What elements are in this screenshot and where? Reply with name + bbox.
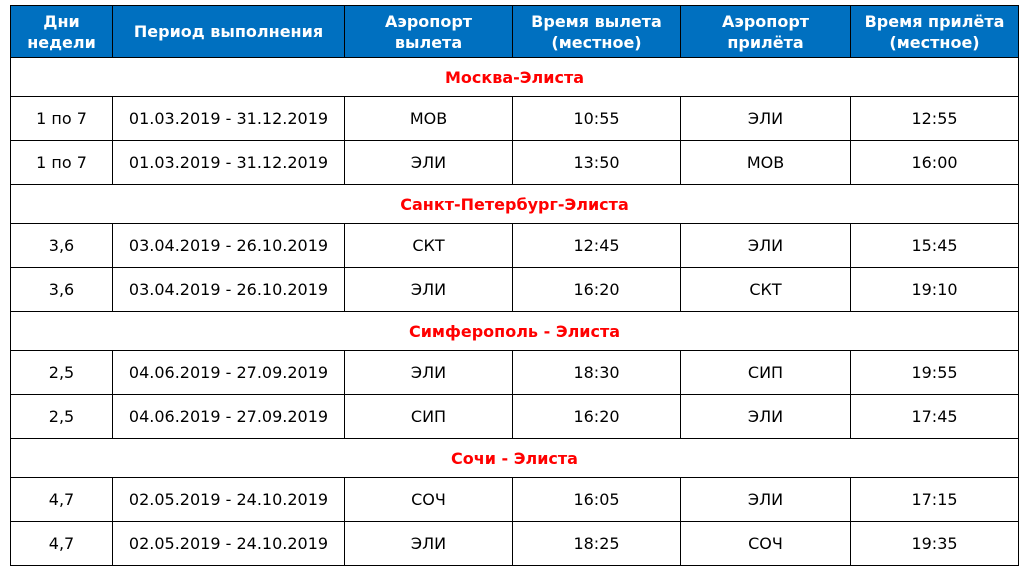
cell-departure-airport: ЭЛИ bbox=[345, 141, 513, 185]
cell-arrival-airport: СИП bbox=[681, 351, 851, 395]
cell-departure-airport: ЭЛИ bbox=[345, 268, 513, 312]
route-title: Москва-Элиста bbox=[11, 58, 1019, 97]
cell-period: 02.05.2019 - 24.10.2019 bbox=[113, 522, 345, 566]
table-row bbox=[11, 351, 1019, 395]
header-departure-airport: Аэропорт вылета bbox=[345, 6, 513, 58]
cell-days: 1 по 7 bbox=[11, 97, 113, 141]
table-row bbox=[11, 478, 1019, 522]
cell-arrival-airport: ЭЛИ bbox=[681, 224, 851, 268]
cell-arrival-airport: МОВ bbox=[681, 141, 851, 185]
cell-departure-time: 10:55 bbox=[513, 97, 681, 141]
cell-period: 02.05.2019 - 24.10.2019 bbox=[113, 478, 345, 522]
cell-period: 04.06.2019 - 27.09.2019 bbox=[113, 395, 345, 439]
cell-departure-airport: МОВ bbox=[345, 97, 513, 141]
cell-arrival-time: 16:00 bbox=[851, 141, 1019, 185]
flight-schedule-table bbox=[10, 5, 1019, 566]
cell-departure-airport: ЭЛИ bbox=[345, 522, 513, 566]
cell-arrival-airport: ЭЛИ bbox=[681, 97, 851, 141]
cell-days: 4,7 bbox=[11, 478, 113, 522]
cell-arrival-time: 17:45 bbox=[851, 395, 1019, 439]
cell-departure-airport: СКТ bbox=[345, 224, 513, 268]
cell-arrival-airport: СОЧ bbox=[681, 522, 851, 566]
header-days: Дни недели bbox=[11, 6, 113, 58]
header-departure-time: Время вылета (местное) bbox=[513, 6, 681, 58]
cell-arrival-time: 19:35 bbox=[851, 522, 1019, 566]
cell-departure-airport: СИП bbox=[345, 395, 513, 439]
cell-period: 01.03.2019 - 31.12.2019 bbox=[113, 141, 345, 185]
table-row bbox=[11, 141, 1019, 185]
route-title-row bbox=[11, 312, 1019, 351]
cell-period: 01.03.2019 - 31.12.2019 bbox=[113, 97, 345, 141]
cell-days: 2,5 bbox=[11, 395, 113, 439]
cell-arrival-time: 17:15 bbox=[851, 478, 1019, 522]
route-title: Симферополь - Элиста bbox=[11, 312, 1019, 351]
cell-departure-time: 16:20 bbox=[513, 395, 681, 439]
cell-departure-time: 18:25 bbox=[513, 522, 681, 566]
table-row bbox=[11, 268, 1019, 312]
cell-departure-airport: ЭЛИ bbox=[345, 351, 513, 395]
cell-days: 3,6 bbox=[11, 268, 113, 312]
cell-departure-time: 13:50 bbox=[513, 141, 681, 185]
cell-period: 04.06.2019 - 27.09.2019 bbox=[113, 351, 345, 395]
cell-days: 3,6 bbox=[11, 224, 113, 268]
table-row bbox=[11, 97, 1019, 141]
cell-departure-time: 12:45 bbox=[513, 224, 681, 268]
cell-days: 2,5 bbox=[11, 351, 113, 395]
route-title-row bbox=[11, 58, 1019, 97]
route-title: Сочи - Элиста bbox=[11, 439, 1019, 478]
table-row bbox=[11, 395, 1019, 439]
cell-arrival-time: 12:55 bbox=[851, 97, 1019, 141]
header-arrival-time: Время прилёта (местное) bbox=[851, 6, 1019, 58]
route-title-row bbox=[11, 185, 1019, 224]
cell-arrival-time: 19:10 bbox=[851, 268, 1019, 312]
cell-arrival-time: 15:45 bbox=[851, 224, 1019, 268]
cell-departure-time: 18:30 bbox=[513, 351, 681, 395]
cell-period: 03.04.2019 - 26.10.2019 bbox=[113, 268, 345, 312]
cell-days: 1 по 7 bbox=[11, 141, 113, 185]
cell-days: 4,7 bbox=[11, 522, 113, 566]
route-title: Санкт-Петербург-Элиста bbox=[11, 185, 1019, 224]
cell-arrival-airport: ЭЛИ bbox=[681, 478, 851, 522]
cell-departure-time: 16:05 bbox=[513, 478, 681, 522]
cell-period: 03.04.2019 - 26.10.2019 bbox=[113, 224, 345, 268]
cell-arrival-time: 19:55 bbox=[851, 351, 1019, 395]
header-row bbox=[11, 6, 1019, 58]
cell-departure-time: 16:20 bbox=[513, 268, 681, 312]
header-period: Период выполнения bbox=[113, 6, 345, 58]
table-row bbox=[11, 224, 1019, 268]
cell-arrival-airport: СКТ bbox=[681, 268, 851, 312]
cell-arrival-airport: ЭЛИ bbox=[681, 395, 851, 439]
header-arrival-airport: Аэропорт прилёта bbox=[681, 6, 851, 58]
route-title-row bbox=[11, 439, 1019, 478]
cell-departure-airport: СОЧ bbox=[345, 478, 513, 522]
